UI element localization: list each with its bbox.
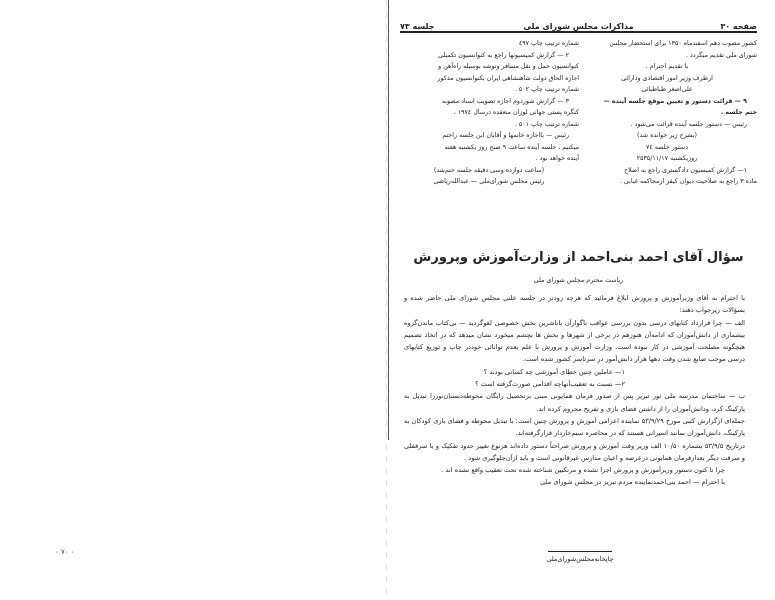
agenda-date: روزیکشنبه ۲۵۳۵/۱۱/۱۷ [636, 155, 698, 162]
running-header [400, 17, 757, 31]
text-line: اجازه الحاق دولت شاهنشاهی ایران بکنوانسیون مذکور [437, 74, 579, 82]
text-line: (ساعت دوازده وسی دقیقه جلسه ختم‌شد) [433, 166, 545, 174]
column-right [577, 38, 757, 188]
text-line: میکنیم ، جلسه آینده ساعت ۹ صبح روز یکشنبه هفته [444, 143, 579, 151]
article-title: سؤال آقای احمد بنی‌احمد از وزارت‌آموزش وپرورش [413, 250, 744, 265]
text-line: آینده خواهد بود . [535, 155, 579, 162]
text-line: شماره ترتیب چاپ ۵۰۱ . [514, 120, 579, 128]
paragraph: ۲— نسبت به تعقیب‌آنهاچه اقدامی صورت‌گرفته است ؟ [475, 380, 625, 389]
article-salutation: ریاست محترم مجلس شورای ملی [533, 277, 624, 284]
page-number: صفحه ۳۰ [720, 22, 757, 31]
paragraph: ۱— عاملین چنین خطای آموزشی چه کسانی بودند ؟ [483, 367, 625, 376]
session-number: جلسه ۷۳ [400, 22, 435, 31]
text-line: کنوانسیون حمل و نقل مسافر وتوشه بوسیله راه‌آهن و [438, 63, 579, 70]
paragraph: الف — چرا قرارداد کتابهای درسی بدون بررسی عواقب ناگوارآن باناشرین بخش خصوصی لغوگردید — بی‌کتاب ماندن‌گروه بیشماری از دانش‌آموزان که ادامه‌آن هنوزهم در برخی از شهرها و بخش ها بچشم میخورد نشان میدهد که در اتخاذ تصمیم هیچگونه مصلحت آموزشی در کار نبوده است. وزارت آموزش و پرورش با علم بعدم توانائی خوددر چاپ و توزیع کتابهای درسی موجب ضایع شدن وقت دهها هزار دانش‌آموز در سرتاسر کشور شده است. [404, 318, 745, 364]
section-heading: ختم جلسه . [720, 109, 757, 116]
right-page [392, 0, 775, 600]
header-rule [400, 31, 757, 33]
text-line: ۲ — گزارش کمیسیونها راجع به کنوانسیون تکمیلی [438, 51, 569, 59]
paragraph: ب — ساختمان مدرسه ملی نور تبریز پس از صدور فرمان همایونی مبنی برتحصیل رایگان محوطه‌دبستان‌نوررا تبدیل به پارکینگ کرد، ودانش‌آموزان را از داشتن فضای بازی و تفریح محروم کرده اند. [404, 392, 745, 413]
text-line: شماره ترتیب چاپ ۵۰۲ . [514, 86, 579, 93]
column-left [399, 38, 579, 188]
paragraph: چرا تا کنون دستور وزیرآموزش و پرورش اجرا نشده و مرتکبین شناخته شده تحت تعقیب واقع نشده اند . [441, 466, 725, 475]
text-line: ۳ — گزارش شوردوم اجازه تصویب اسناد مصوبه [441, 97, 569, 105]
text-line: شورای ملی تقدیم میگردد . [686, 51, 757, 59]
text-line: رئیس — دستور جلسه آینده قرائت می‌شود . [630, 120, 747, 128]
left-page-folio: ۰ ۷۰ ۰ [55, 548, 75, 556]
page-spine-line [388, 0, 389, 440]
text-line: با تقدیم احترام . [645, 63, 689, 70]
section-heading: ۹ — قرائت دستور و تعیین موقع جلسه آینده — [603, 97, 747, 105]
text-line: شماره ترتیب چاپ ٤۹۷ [518, 40, 579, 47]
signatory: رئیس مجلس شورای‌ملی — عبدالله‌ریاضی [433, 178, 545, 185]
text-line: دستور جلسه ۷٤ [645, 143, 688, 151]
page-gutter [386, 0, 387, 600]
signatory: علی‌اصغر طباطبائی [641, 86, 693, 93]
text-line: ماده ۳ راجع به صلاحیت دیوان کیفر ازمجاکمه غیابی . [619, 178, 757, 185]
text-line: کشور مصوب دهم اسفندماه ۱۳۵۰ برای استحضار مجلس [609, 40, 757, 47]
text-line: ازطرف وزیر امور اقتصادی ودارائی [621, 74, 713, 82]
paragraph: با احترام به آقای وزیرآموزش و پرورش ابلاغ فرمائید که هرچه زودتر در جلسه علنی مجلس شورای ملی حاضر شده و بسؤالات زیرجواب دهند: [404, 294, 745, 315]
header-title: مذاکرات مجلس شورای ملی [523, 22, 634, 31]
text-line: ۱— گزارش کمیسیون دادگستری راجع به اصلاح [624, 166, 747, 174]
paragraph: درتاریخ ۵۳/۹/۵ بشماره ۱۰/۵۰ الف وزیر وقت آموزش و پرورش صراحتاً دستور داده‌اند هرنوع تغییر حدود تفکیک و یا سرقفلی و سرقت دیگر بعدازفرمان همایونی درعرصه و اعیان مدارس غیرقانونی است و باید ازآن‌جلوگیری شود . [404, 441, 745, 462]
footer-rule [548, 551, 612, 552]
paragraph: جمله‌ای ازگزارش کتبی مورخ ۵۳/۹/۲۹ نماینده اعزامی آموزش و پرورش چنین است: با تبدیل محوطه و فضای بازی کودکان به پارکینگ، دانش‌آموزان بمانند اسیرانی هستند که در محاصره سیم‌خاردار قرارگرفته‌اند. [404, 416, 745, 438]
text-line: رئیس — بااجازه خانمها و آقایان این جلسه راختم [442, 132, 569, 139]
article-body [404, 292, 755, 489]
signature: با احترام — احمد بنی‌احمدنماینده مردم تبریز در مجلس شورای ملی [540, 478, 725, 487]
text-line: (بشرح زیر خوانده شد) [637, 132, 697, 139]
text-line: کنگره پستی جهانی لوزان منعقده درسال ۱۹۷٤ ، [453, 109, 579, 116]
printer-imprint: چاپخانه‌مجلس‌شورای‌ملی [546, 555, 614, 563]
